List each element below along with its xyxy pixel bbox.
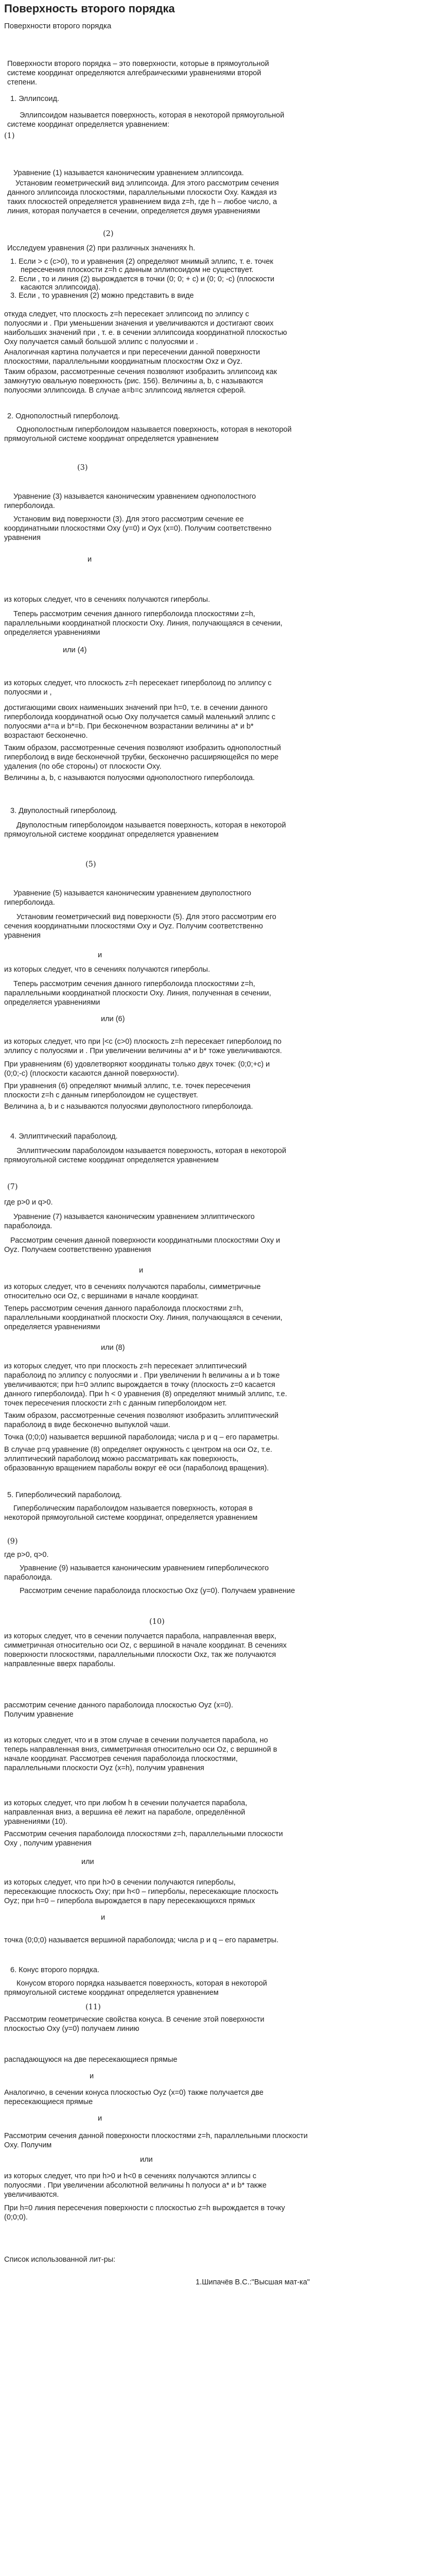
text-line: эллипсу с полуосями и . При увеличении величины a* и b* тоже увеличиваются. bbox=[4, 1047, 282, 1055]
text-line: и bbox=[101, 1913, 106, 1922]
text-line: гиперболоида координатной осью Oxy получается самый маленький эллипс с bbox=[4, 713, 275, 721]
text-line: Уравнение (9) называется каноническим уравнением гиперболического bbox=[20, 1564, 269, 1572]
text-line: распадающуюся на две пересекающиеся прямые bbox=[4, 2056, 178, 2064]
text-line: уравнения bbox=[4, 534, 41, 542]
text-line: увеличиваются. bbox=[4, 2191, 59, 2199]
text-line: параллельными координатной плоскости Oxy. Линия, получающаяся в сечении, bbox=[4, 619, 283, 628]
text-line: Конусом второго порядка называется поверхность, которая в некоторой bbox=[16, 1979, 267, 1988]
equation-number: (10) bbox=[149, 1618, 165, 1626]
list-item: 3. Если , то уравнения (2) можно представить в виде bbox=[10, 292, 194, 300]
text-line: теперь направленная вниз, симметричная относительно оси Oz, с вершиной в bbox=[4, 1745, 277, 1754]
section-heading: 5. Гиперболический параболоид. bbox=[7, 1491, 122, 1499]
equation-number: (5) bbox=[85, 860, 96, 869]
text-line: направленные вверх параболы. bbox=[4, 1660, 115, 1668]
text-line: Теперь рассмотрим сечения данного параболоида плоскостями z=h, bbox=[4, 1304, 243, 1313]
text-line: и bbox=[88, 555, 92, 564]
text-line: Установим геометрический вид поверхности (5). Для этого рассмотрим его bbox=[16, 913, 276, 921]
text-line: Уравнение (7) называется каноническим уравнением эллиптического bbox=[13, 1213, 255, 1221]
text-line: или (4) bbox=[63, 646, 87, 654]
text-line: или bbox=[140, 2156, 153, 2164]
text-line: и bbox=[139, 1266, 144, 1275]
text-line: пересекающие плоскость Oxy; при h<0 – гиперболы, пересекающие плоскость bbox=[4, 1888, 278, 1896]
text-line: из которых следует, что в сечениях получаются гиперболы. bbox=[4, 596, 210, 604]
list-item: пересечения плоскости z=h с данным эллипсоидом не существует. bbox=[21, 266, 254, 274]
list-item: 2. Если , то и линия (2) вырождается в точки (0; 0; + c) и (0; 0; -c) (плоскости bbox=[10, 275, 275, 283]
text-line: полуосями эллипсоида. В случае a=b=c эллипсоид является сферой. bbox=[4, 386, 246, 395]
text-line: линия, которая получается в сечении, определяется двумя уравнениями bbox=[7, 207, 260, 215]
text-line: Теперь рассмотрим сечения данного гиперболоида плоскостями z=h, bbox=[13, 610, 255, 618]
text-line: Таким образом, рассмотренные сечения позволяют изобразить эллиптический bbox=[4, 1412, 278, 1420]
text-line: степени. bbox=[7, 78, 37, 87]
text-line: Рассмотрим сечения данной поверхности координатными плоскостями Oxy и bbox=[10, 1236, 281, 1245]
text-line: Oxy , получим уравнения bbox=[4, 1839, 92, 1848]
text-line: симметричная относительно оси Oz, с вершиной в начале координат. В сечениях bbox=[4, 1641, 287, 1650]
text-line: параллельными координатной плоскости Oxy. Линия, получающаяся в сечении, bbox=[4, 1314, 283, 1322]
text-line: из которых следует, что в сечениях получаются гиперболы. bbox=[4, 965, 210, 974]
text-line: Рассмотрим геометрические свойства конуса. В сечение этой поверхности bbox=[4, 2015, 265, 2024]
text-line: начале координат. Рассмотрев сечения параболоида плоскостями, bbox=[4, 1755, 238, 1763]
reference-item: 1.Шипачёв В.С.:"Высшая мат-ка" bbox=[196, 2278, 310, 2286]
text-line: из которых следует, что плоскость z=h пересекает гиперболоид по эллипсу с bbox=[4, 679, 272, 687]
text-line: Рассмотрим сечения данной поверхности плоскостями z=h, параллельными плоскости bbox=[4, 2132, 308, 2140]
text-line: наибольших значений при , т. е. в сечении эллипсоида координатной плоскостью bbox=[4, 329, 287, 337]
text-line: Oxy. Получим bbox=[4, 2141, 52, 2149]
text-line: прямоугольной системе координат определяется уравнением bbox=[4, 435, 219, 443]
text-line: сечения координатными плоскостями Oxy и Oyz. Получим соответственно bbox=[4, 922, 263, 930]
text-line: рассмотрим сечение данного параболоида плоскостью Oyz (x=0). bbox=[4, 1701, 233, 1709]
text-line: гиперболоид в виде бесконечной трубки, бесконечно расширяющейся по мере bbox=[4, 753, 279, 761]
text-line: эллиптический параболоид можно рассматривать как поверхность, bbox=[4, 1455, 239, 1463]
text-line: Поверхности второго порядка – это поверхности, которые в прямоугольной bbox=[7, 60, 269, 68]
page-title: Поверхность второго порядка bbox=[4, 2, 175, 15]
text-line: Таким образом, рассмотренные сечения позволяют изобразить эллипсоид как bbox=[4, 368, 277, 376]
list-item: 1. Если > c (c>0), то и уравнения (2) определяют мнимый эллипс, т. е. точек bbox=[10, 258, 273, 266]
text-line: полуосями . При увеличении абсолютной величины h полуоси a* и b* также bbox=[4, 2181, 267, 2190]
equation-number: (9) bbox=[7, 1537, 18, 1546]
equation-number: (11) bbox=[85, 2003, 101, 2011]
section-heading: 2. Однополостный гиперболоид. bbox=[7, 412, 120, 420]
equation-number: (1) bbox=[4, 132, 15, 140]
text-line: определяется уравнениями bbox=[4, 629, 100, 637]
text-line: Однополостным гиперболоидом называется поверхность, которая в некоторой bbox=[16, 426, 292, 434]
text-line: плоскостью Oxy (y=0) получаем линию bbox=[4, 2025, 139, 2033]
text-line: из которых следует, что и в этом случае в сечении получается парабола, но bbox=[4, 1736, 268, 1744]
text-line: и bbox=[90, 2072, 94, 2080]
text-line: плоскости z=h с данным гиперболоидом не существует. bbox=[4, 1091, 198, 1099]
text-line: достигающими своих наименьших значений при h=0, т.е. в сечении данного bbox=[4, 704, 268, 712]
text-line: Исследуем уравнения (2) при различных значениях h. bbox=[7, 244, 196, 252]
text-line: поверхности плоскостями, параллельными плоскости Oxz, так же получаются bbox=[4, 1651, 276, 1659]
text-line: При h=0 линия пересечения поверхности с плоскостью z=h вырождается в точку bbox=[4, 2204, 285, 2212]
text-line: Таким образом, рассмотренные сечения позволяют изобразить однополостный bbox=[4, 744, 281, 752]
text-line: удаления (по обе стороны) от плоскости Oxy. bbox=[4, 762, 162, 771]
section-heading: 3. Двуполостный гиперболоид. bbox=[10, 807, 118, 815]
text-line: и bbox=[98, 2114, 102, 2123]
text-line: Двуполостным гиперболоидом называется поверхность, которая в некоторой bbox=[16, 821, 286, 829]
text-line: параллельными плоскости Oyz (x=h), получим уравнения bbox=[4, 1764, 204, 1772]
text-line: полуосями и , bbox=[4, 688, 52, 697]
text-line: определяется уравнениями bbox=[4, 1323, 100, 1331]
text-line: Теперь рассмотрим сечения данного гиперболоида плоскостями z=h, bbox=[13, 980, 255, 988]
text-line: из которых следует, что в сечениях получаются параболы, симметричные bbox=[4, 1283, 261, 1291]
text-line: полуосями и . При уменьшении значения и увеличиваются и достигают своих bbox=[4, 319, 274, 328]
text-line: из которых следует, что при |<c (c>0) плоскость z=h пересекает гиперболоид по bbox=[4, 1038, 282, 1046]
text-line: (0;0;0). bbox=[4, 2213, 28, 2222]
text-line: прямоугольной системе координат определяется уравнением bbox=[4, 1989, 219, 1997]
text-line: направленная вниз, а вершина её лежит на параболе, определённой bbox=[4, 1808, 246, 1817]
text-line: плоскостями, параллельными координатным плоскостям Oxz и Oyz. bbox=[4, 358, 242, 366]
text-line: При уравнения (6) определяют мнимый эллипс, т.е. точек пересечения bbox=[4, 1082, 251, 1090]
text-line: из которых следует, что при h>0 в сечении получаются гиперболы, bbox=[4, 1878, 236, 1887]
text-line: пересекающиеся прямые bbox=[4, 2098, 93, 2106]
text-line: При уравнениям (6) удовлетворяют координаты только двух точек: (0;0;+c) и bbox=[4, 1060, 270, 1069]
text-line: таких плоскостей определяется уравнением вида z=h, где h – любое число, а bbox=[7, 198, 277, 206]
text-line: или (6) bbox=[101, 1015, 125, 1023]
equation-number: (7) bbox=[7, 1183, 18, 1191]
text-line: полуосями a*=a и b*=b. При бесконечном возрастании величины a* и b* bbox=[4, 722, 254, 731]
text-line: Аналогичная картина получается и при пересечении данной поверхности bbox=[4, 348, 260, 357]
text-line: Установим геометрический вид эллипсоида. Для этого рассмотрим сечения bbox=[15, 179, 279, 188]
text-line: данного гиперболоида). При h < 0 уравнения (8) определяют мнимый эллипс, т.е. bbox=[4, 1390, 287, 1398]
text-line: замкнутую овальную поверхность (рис. 156). Величины a, b, c называются bbox=[4, 377, 263, 385]
text-line: Рассмотрим сечения параболоида плоскостями z=h, параллельными плоскости bbox=[4, 1830, 283, 1838]
page-subtitle: Поверхности второго порядка bbox=[4, 22, 112, 30]
text-line: Эллипсоидом называется поверхность, которая в некоторой прямоугольной bbox=[20, 111, 285, 120]
text-line: параболоида. bbox=[4, 1573, 53, 1582]
text-line: параллельными координатной плоскости Oxy. Линия, полученная в сечении, bbox=[4, 989, 271, 997]
text-line: образованную вращением параболы вокруг её оси (параболоид вращения). bbox=[4, 1464, 269, 1472]
text-line: определяется уравнениями bbox=[4, 998, 100, 1007]
text-line: Oxy получается самый большой эллипс с полуосями и . bbox=[4, 338, 198, 346]
text-line: Точка (0;0;0) называется вершиной параболоида; числа p и q – его параметры. bbox=[4, 1433, 280, 1442]
text-line: Рассмотрим сечение параболоида плоскостью Oxz (y=0). Получаем уравнение bbox=[20, 1587, 295, 1595]
text-line: или bbox=[81, 1858, 94, 1866]
text-line: прямоугольной системе координат определяется уравнением bbox=[4, 831, 219, 839]
text-line: точек пересечения плоскости z=h с данным гиперболоидом нет. bbox=[4, 1399, 227, 1408]
references-heading: Список использованной лит-ры: bbox=[4, 2256, 116, 2264]
text-line: Уравнение (3) называется каноническим уравнением однополостного bbox=[13, 493, 256, 501]
text-line: В случае p=q уравнение (8) определяет окружность с центром на оси Oz, т.е. bbox=[4, 1446, 272, 1454]
text-line: Oyz. Получаем соответственно уравнения bbox=[4, 1246, 151, 1254]
text-line: Гиперболическим параболоидом называется поверхность, которая в bbox=[13, 1504, 253, 1513]
text-line: уравнения bbox=[4, 931, 41, 940]
text-line: возрастают бесконечно. bbox=[4, 732, 88, 740]
text-line: Уравнение (1) называется каноническим уравнением эллипсоида. bbox=[13, 169, 244, 177]
text-line: и bbox=[98, 951, 102, 959]
text-line: где p>0 и q>0. bbox=[4, 1198, 53, 1207]
text-line: Аналогично, в сечении конуса плоскостью Oyz (x=0) также получается две bbox=[4, 2089, 264, 2097]
text-line: гиперболоида. bbox=[4, 502, 55, 510]
text-line: (0;0;-c) (плоскости касаются данной поверхности). bbox=[4, 1070, 179, 1078]
text-line: из которых следует, что при любом h в сечении получается парабола, bbox=[4, 1799, 248, 1807]
text-line: Эллиптическим параболоидом называется поверхность, которая в некоторой bbox=[16, 1147, 286, 1155]
equation-number: (2) bbox=[103, 230, 114, 238]
text-line: из которых следует, что при h>0 и h<0 в сечениях получаются эллипсы с bbox=[4, 2172, 256, 2180]
text-line: Установим вид поверхности (3). Для этого рассмотрим сечение ее bbox=[13, 515, 244, 523]
equation-number: (3) bbox=[77, 464, 88, 472]
text-line: параболоид в виде бесконечно выпуклой чаши. bbox=[4, 1421, 170, 1429]
text-line: где p>0, q>0. bbox=[4, 1551, 49, 1559]
text-line: Величины a, b, c называются полуосями однополостного гиперболоида. bbox=[4, 774, 255, 782]
section-heading: 4. Эллиптический параболоид. bbox=[10, 1132, 118, 1141]
text-line: относительно оси Oz, с вершинами в начале координат. bbox=[4, 1292, 199, 1300]
text-line: увеличиваются; при h=0 эллипс вырождается в точку (плоскость z=0 касается bbox=[4, 1381, 275, 1389]
text-line: параболоида. bbox=[4, 1222, 53, 1230]
text-line: Величина a, b и c называются полуосями двуполостного гиперболоида. bbox=[4, 1103, 253, 1111]
text-line: Получим уравнение bbox=[4, 1710, 74, 1719]
section-heading: 1. Эллипсоид. bbox=[10, 95, 60, 103]
text-line: или (8) bbox=[101, 1344, 125, 1352]
text-line: Уравнение (5) называется каноническим уравнением двуполостного bbox=[13, 889, 251, 897]
text-line: Oyz; при h=0 – гипербола вырождается в пару пересекающихся прямых bbox=[4, 1897, 255, 1905]
text-line: откуда следует, что плоскость z=h пересекает эллипсоид по эллипсу с bbox=[4, 310, 249, 318]
list-item: касаются эллипсоида). bbox=[21, 283, 101, 292]
text-line: из которых следует, что при плоскость z=h пересекает эллиптический bbox=[4, 1362, 247, 1370]
text-line: параболоид по эллипсу с полуосями и . При увеличении h величины a и b тоже bbox=[4, 1371, 280, 1380]
text-line: гиперболоида. bbox=[4, 899, 55, 907]
text-line: некоторой прямоугольной системе координат, определяется уравнением bbox=[4, 1514, 258, 1522]
text-line: точка (0;0;0) называется вершиной параболоида; числа p и q – его параметры. bbox=[4, 1936, 279, 1944]
text-line: прямоугольной системе координат определяется уравнением bbox=[4, 1156, 219, 1164]
text-line: координатными плоскостями Oxy (y=0) и Oyx (x=0). Получим соответственно bbox=[4, 524, 272, 533]
section-heading: 6. Конус второго порядка. bbox=[10, 1966, 100, 1974]
text-line: системе координат определяется уравнением: bbox=[7, 121, 169, 129]
text-line: системе координат определяются алгебраическими уравнениями второй bbox=[7, 69, 261, 77]
text-line: из которых следует, что в сечении получается парабола, направленная вверх, bbox=[4, 1632, 276, 1640]
text-line: данного эллипсоида плоскостями, параллельными плоскости Oxy. Каждая из bbox=[7, 189, 277, 197]
text-line: уравнениями (10). bbox=[4, 1818, 67, 1826]
